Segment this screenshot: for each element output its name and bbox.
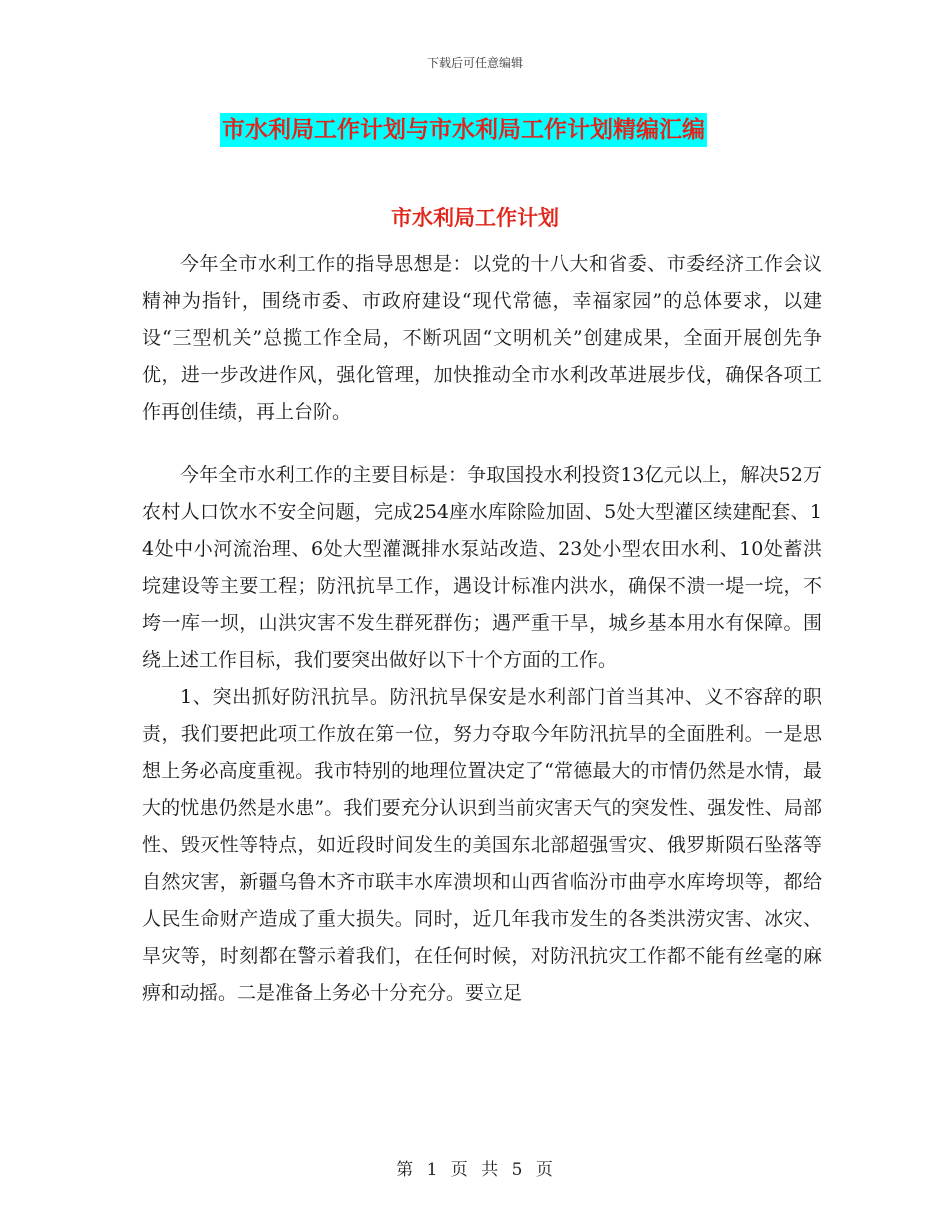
footer-total-pages: 5 (511, 1160, 524, 1180)
footer-page-label: 页 (450, 1160, 469, 1180)
footer-prefix: 第 (396, 1160, 415, 1180)
paragraph-main-goals: 今年全市水利工作的主要目标是：争取国投水利投资13亿元以上，解决52万农村人口饮水不安全问题，完成254座水库除险加固、5处大型灌区续建配套、14处中小河流治理、6处大型灌溉排水泵站改造、23处小型农田水利、10处蓄洪垸建设等主要工程；防汛抗旱工作，遇设计标准内洪水，确保不溃一堤一垸，不垮一库一坝，山洪灾害不发生群死群伤；遇严重干旱，城乡基本用水有保障。围绕上述工作目标，我们要突出做好以下十个方面的工作。 (142, 464, 822, 671)
document-body (142, 246, 822, 1012)
header-note: 下载后可任意编辑 (426, 56, 523, 70)
paragraph-flood-drought: 1、突出抓好防汛抗旱。防汛抗旱保安是水利部门首当其冲、义不容辞的职责，我们要把此项工作放在第一位，努力夺取今年防汛抗旱的全面胜利。一是思想上务必高度重视。我市特别的地理位置决定了“常德最大的市情仍然是水情，最大的忧患仍然是水患”。我们要充分认识到当前灾害天气的突发性、强发性、局部性、毁灭性等特点，如近段时间发生的美国东北部超强雪灾、俄罗斯陨石坠落等自然灾害，新疆乌鲁木齐市联丰水库溃坝和山西省临汾市曲亭水库垮坝等，都给人民生命财产造成了重大损失。同时，近几年我市发生的各类洪涝灾害、冰灾、旱灾等，时刻都在警示着我们，在任何时候，对防汛抗灾工作都不能有丝毫的麻痹和动摇。二是准备上务必十分充分。要立足 (142, 686, 822, 1004)
footer-page-number: 1 (426, 1160, 439, 1180)
footer-total-prefix: 共 (481, 1160, 500, 1180)
document-main-title: 市水利局工作计划与市水利局工作计划精编汇编 (220, 113, 707, 147)
footer-suffix: 页 (535, 1160, 554, 1180)
page-footer (0, 1155, 950, 1180)
section-title: 市水利局工作计划 (391, 206, 559, 230)
paragraph-guiding-ideology: 今年全市水利工作的指导思想是：以党的十八大和省委、市委经济工作会议精神为指针，围绕市委、市政府建设“现代常德，幸福家园”的总体要求，以建设“三型机关”总揽工作全局，不断巩固“文明机关”创建成果，全面开展创先争优，进一步改进作风，强化管理，加快推动全市水利改革进展步伐，确保各项工作再创佳绩，再上台阶。 (142, 253, 822, 423)
